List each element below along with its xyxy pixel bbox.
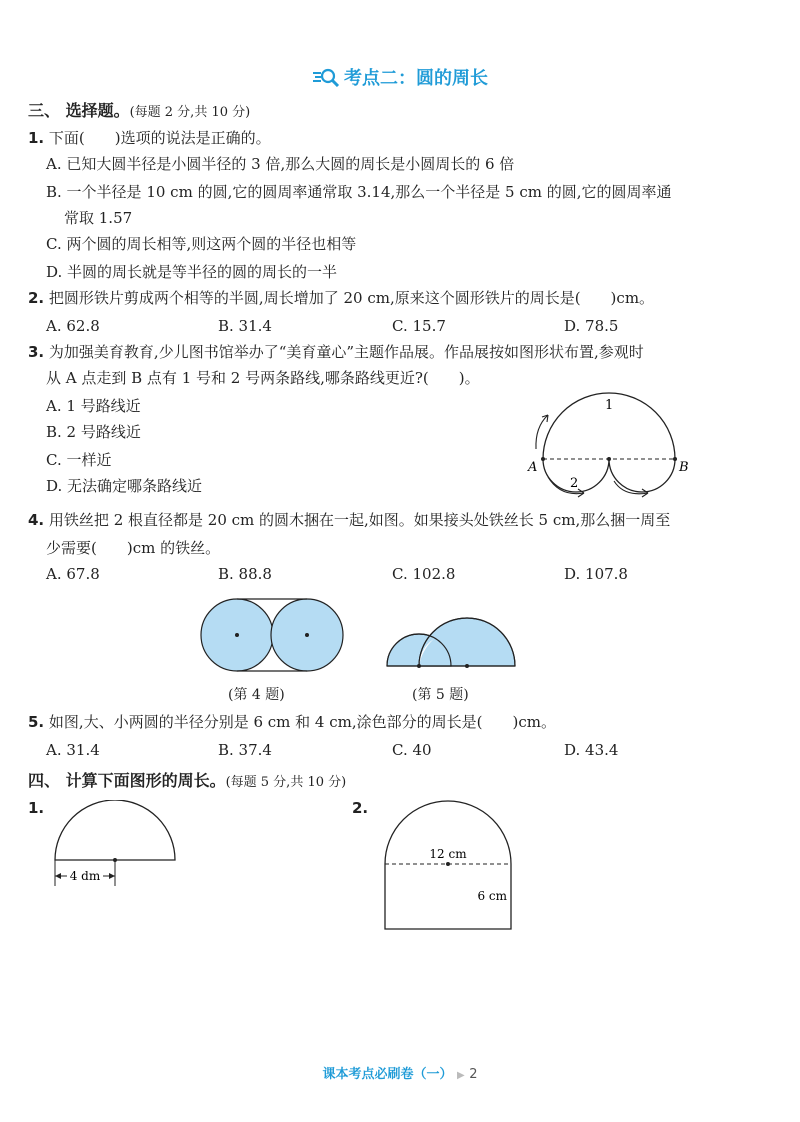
p1-number: 1. — [28, 799, 45, 817]
q4-option-d: D. 107.8 — [564, 565, 628, 583]
footer-arrow-icon: ▶ — [457, 1070, 465, 1081]
section4-heading — [28, 768, 346, 791]
q4-figure — [195, 592, 355, 678]
p2-center — [446, 862, 450, 866]
section4-note: (每题 5 分,共 10 分) — [225, 775, 347, 790]
q3-stem-line2: 从 A 点走到 B 点有 1 号和 2 号两条路线,哪条路线更近?( )。 — [46, 369, 480, 387]
q3-number: 3. — [28, 343, 45, 361]
q5-option-d: D. 43.4 — [564, 741, 619, 759]
q5-figure — [385, 610, 521, 670]
q4-stem-text1: 用铁丝把 2 根直径都是 20 cm 的圆木捆在一起,如图。如果接头处铁丝长 5 cm,那么捆一周至 — [48, 511, 671, 529]
title-text: 考点二：圆的周长 — [344, 68, 488, 89]
label-route1: 1 — [605, 398, 614, 413]
q4-option-c: C. 102.8 — [392, 565, 456, 583]
q5-number: 5. — [28, 713, 45, 731]
section4-heading-text: 四、 计算下面图形的周长。 — [28, 771, 226, 790]
large-center — [465, 664, 469, 668]
q2-number: 2. — [28, 289, 45, 307]
center-right — [305, 633, 309, 637]
q1-option-b-cont: 常取 1.57 — [64, 209, 133, 227]
q2-option-d: D. 78.5 — [564, 317, 619, 335]
q1-option-d: D. 半圆的周长就是等半径的圆的周长的一半 — [46, 263, 338, 281]
q5-stem — [28, 712, 556, 732]
q3-stem-line1 — [28, 342, 644, 362]
q4-number: 4. — [28, 511, 45, 529]
q2-option-c: C. 15.7 — [392, 317, 446, 335]
small-center — [417, 664, 421, 668]
midpoint — [607, 457, 611, 461]
q5-stem-text: 如图,大、小两圆的半径分别是 6 cm 和 4 cm,涂色部分的周长是( )cm。 — [48, 713, 556, 731]
q4-stem-line2: 少需要( )cm 的铁丝。 — [46, 539, 221, 557]
q3-option-a: A. 1 号路线近 — [46, 397, 141, 415]
section3-heading-text: 三、 选择题。 — [28, 101, 130, 120]
q4-option-b: B. 88.8 — [218, 565, 272, 583]
large-semicircle — [419, 618, 515, 666]
point-a — [541, 457, 545, 461]
label-route2: 2 — [570, 476, 579, 491]
p2-label-height: 6 cm — [477, 889, 507, 903]
route1-arrow — [536, 415, 548, 449]
p2-number: 2. — [352, 799, 369, 817]
q1-number: 1. — [28, 129, 45, 147]
center-left — [235, 633, 239, 637]
q3-figure — [520, 385, 700, 505]
q1-stem — [28, 128, 271, 148]
p1-dim-arrow-right — [109, 873, 115, 879]
section3-note: (每题 2 分,共 10 分) — [129, 105, 251, 120]
label-b: B — [679, 460, 689, 475]
q5-option-a: A. 31.4 — [46, 741, 100, 759]
page-number: 2 — [469, 1067, 478, 1082]
p1-dim-arrow-left — [55, 873, 61, 879]
q4-stem-line1 — [28, 510, 670, 530]
page-title — [0, 64, 800, 90]
q3-option-d: D. 无法确定哪条路线近 — [46, 477, 203, 495]
section3-heading — [28, 98, 250, 121]
q3-option-c: C. 一样近 — [46, 451, 112, 469]
label-a: A — [528, 460, 538, 475]
footer — [0, 1063, 800, 1082]
q1-option-a: A. 已知大圆半径是小圆半径的 3 倍,那么大圆的周长是小圆周长的 6 倍 — [46, 155, 515, 173]
search-magnifier-icon — [312, 67, 340, 87]
q2-option-a: A. 62.8 — [46, 317, 100, 335]
q4-caption: (第 4 题) — [228, 687, 285, 703]
q1-option-c: C. 两个圆的周长相等,则这两个圆的半径也相等 — [46, 235, 357, 253]
point-b — [673, 457, 677, 461]
p1-label: 4 dm — [69, 869, 101, 883]
p1-figure — [50, 800, 190, 895]
q3-stem-text1: 为加强美育教育,少儿图书馆举办了“美育童心”主题作品展。作品展按如图形状布置,参观时 — [48, 343, 644, 361]
footer-text: 课本考点必刷卷（一） — [322, 1067, 453, 1082]
q3-option-b: B. 2 号路线近 — [46, 423, 141, 441]
q5-option-c: C. 40 — [392, 741, 432, 759]
p1-semicircle — [55, 800, 175, 860]
p2-figure — [378, 795, 518, 935]
q1-option-b: B. 一个半径是 10 cm 的圆,它的圆周率通常取 3.14,那么一个半径是 5 cm 的圆,它的圆周率通 — [46, 183, 672, 201]
q2-stem-text: 把圆形铁片剪成两个相等的半圆,周长增加了 20 cm,原来这个圆形铁片的周长是( )cm。 — [48, 289, 655, 307]
q1-stem-text: 下面( )选项的说法是正确的。 — [48, 129, 271, 147]
p2-label-width: 12 cm — [429, 847, 467, 861]
q5-option-b: B. 37.4 — [218, 741, 272, 759]
q5-caption: (第 5 题) — [412, 687, 469, 703]
q2-stem — [28, 288, 654, 308]
q4-option-a: A. 67.8 — [46, 565, 100, 583]
q2-option-b: B. 31.4 — [218, 317, 272, 335]
